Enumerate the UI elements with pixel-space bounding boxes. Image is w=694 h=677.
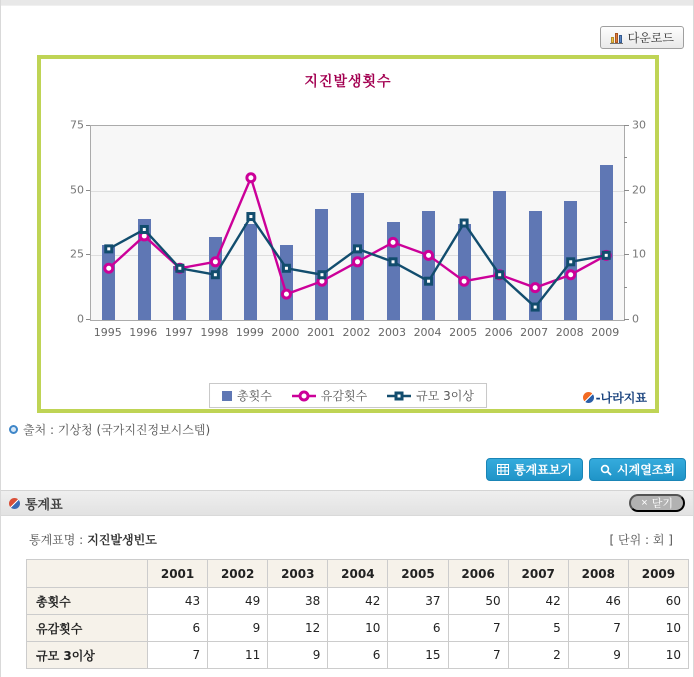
x-axis-label: 1997 [164, 326, 193, 339]
column-header-2003: 2003 [268, 560, 328, 588]
table-cell: 12 [268, 615, 328, 642]
axis-tick [624, 287, 627, 288]
close-button[interactable] [629, 494, 685, 512]
column-header-2005: 2005 [388, 560, 448, 588]
column-header-2009: 2009 [628, 560, 688, 588]
timeseries-query-button[interactable] [589, 458, 686, 481]
table-row [27, 588, 689, 615]
axis-tick-label: 0 [77, 312, 84, 326]
x-axis-label: 2006 [484, 326, 513, 339]
source-line [9, 421, 210, 438]
table-cell: 6 [148, 615, 208, 642]
table-cell: 7 [148, 642, 208, 669]
table-cell: 15 [388, 642, 448, 669]
x-axis-label: 1998 [200, 326, 229, 339]
table-cell: 7 [448, 642, 508, 669]
plot-area [90, 125, 625, 321]
table-row [27, 642, 689, 669]
table-cell: 10 [328, 615, 388, 642]
table-cell: 42 [508, 588, 568, 615]
x-axis-label: 2002 [342, 326, 371, 339]
action-button-row [486, 458, 686, 481]
row-label: 유감횟수 [27, 615, 148, 642]
table-cell: 11 [208, 642, 268, 669]
download-button-label: 다운로드 [627, 31, 674, 45]
magnifier-icon [600, 464, 612, 476]
column-header-2008: 2008 [568, 560, 628, 588]
legend-square-marker [387, 390, 411, 402]
axis-tick-label: 50 [70, 183, 84, 197]
axis-tick [86, 125, 90, 126]
table-cell: 60 [628, 588, 688, 615]
legend-item [222, 387, 272, 404]
chart-container [37, 55, 659, 413]
table-cell: 10 [628, 642, 688, 669]
page-top-strip [1, 0, 693, 6]
x-axis-label: 2000 [271, 326, 300, 339]
axis-tick-label: 75 [70, 118, 84, 132]
axis-tick [624, 157, 627, 158]
table-corner-cell [27, 560, 148, 588]
table-cell: 7 [568, 615, 628, 642]
source-text: 출처 : 기상청 (국가지진정보시스템) [23, 423, 211, 437]
legend-label: 유감횟수 [320, 389, 368, 403]
axis-tick [86, 254, 90, 255]
x-axis-label: 1995 [93, 326, 122, 339]
table-grid-icon [497, 464, 509, 475]
table-cell: 38 [268, 588, 328, 615]
table-cell: 2 [508, 642, 568, 669]
table-cell: 9 [268, 642, 328, 669]
x-axis-label: 2007 [520, 326, 549, 339]
axis-tick-label: 20 [632, 183, 646, 197]
stats-table-view-label: 통계표보기 [514, 463, 573, 477]
chart-title: 지진발생횟수 [304, 74, 392, 90]
row-label: 규모 3이상 [27, 642, 148, 669]
legend-bar-swatch [222, 391, 232, 401]
axis-tick-label: 25 [70, 247, 84, 261]
axis-tick [86, 319, 90, 320]
table-cell: 9 [208, 615, 268, 642]
table-cell: 5 [508, 615, 568, 642]
table-name-value: 지진발생빈도 [87, 533, 157, 547]
column-header-2001: 2001 [148, 560, 208, 588]
legend-circle-marker [292, 390, 316, 402]
x-axis-label: 2004 [413, 326, 442, 339]
timeseries-query-label: 시계열조회 [617, 463, 675, 477]
brand-logo-text: -나라지표 [595, 391, 647, 405]
x-axis-label: 2009 [591, 326, 620, 339]
table-name-row [29, 531, 673, 548]
stats-table-view-button[interactable] [486, 458, 583, 481]
axis-tick [624, 125, 629, 126]
table-cell: 49 [208, 588, 268, 615]
stats-section-title-wrap [9, 494, 63, 513]
x-axis-label: 2005 [449, 326, 478, 339]
table-cell: 43 [148, 588, 208, 615]
axis-tick-label: 10 [632, 247, 646, 261]
table-row [27, 615, 689, 642]
axis-tick [624, 190, 629, 191]
brand-logo [583, 389, 647, 406]
close-button-label: 닫기 [651, 498, 673, 510]
axis-tick-label: 0 [632, 312, 639, 326]
axis-tick [624, 319, 629, 320]
table-cell: 9 [568, 642, 628, 669]
bullet-icon [9, 425, 18, 434]
stats-section-title: 통계표 [25, 497, 63, 513]
chart-legend [209, 383, 487, 408]
axis-tick [624, 254, 629, 255]
column-header-2004: 2004 [328, 560, 388, 588]
table-cell: 10 [628, 615, 688, 642]
x-axis-label: 1996 [129, 326, 158, 339]
legend-label: 총횟수 [237, 389, 272, 403]
bar-chart-icon [610, 32, 623, 44]
x-axis-label: 2001 [306, 326, 335, 339]
table-cell: 37 [388, 588, 448, 615]
column-header-2006: 2006 [448, 560, 508, 588]
axis-tick [86, 190, 90, 191]
table-cell: 7 [448, 615, 508, 642]
axis-tick-label: 30 [632, 118, 646, 132]
table-cell: 46 [568, 588, 628, 615]
stats-table [26, 559, 689, 669]
x-axis-label: 2008 [555, 326, 584, 339]
unit-label: [ 단위 : 회 ] [609, 533, 673, 547]
x-axis-label: 2003 [378, 326, 407, 339]
close-icon: × [641, 497, 648, 509]
column-header-2002: 2002 [208, 560, 268, 588]
download-button[interactable] [600, 26, 684, 49]
table-cell: 50 [448, 588, 508, 615]
table-name-label: 통계표명 : [29, 533, 84, 547]
line-series-layer [91, 126, 624, 320]
brand-logo-icon [583, 392, 594, 403]
table-cell: 6 [388, 615, 448, 642]
column-header-2007: 2007 [508, 560, 568, 588]
table-cell: 6 [328, 642, 388, 669]
stats-section-header [1, 490, 693, 516]
axis-tick [624, 222, 627, 223]
stats-section-icon [9, 498, 20, 509]
row-label: 총횟수 [27, 588, 148, 615]
legend-item [387, 387, 474, 404]
legend-label: 규모 3이상 [416, 389, 474, 403]
legend-item [292, 387, 367, 404]
x-axis-label: 1999 [235, 326, 264, 339]
table-cell: 42 [328, 588, 388, 615]
